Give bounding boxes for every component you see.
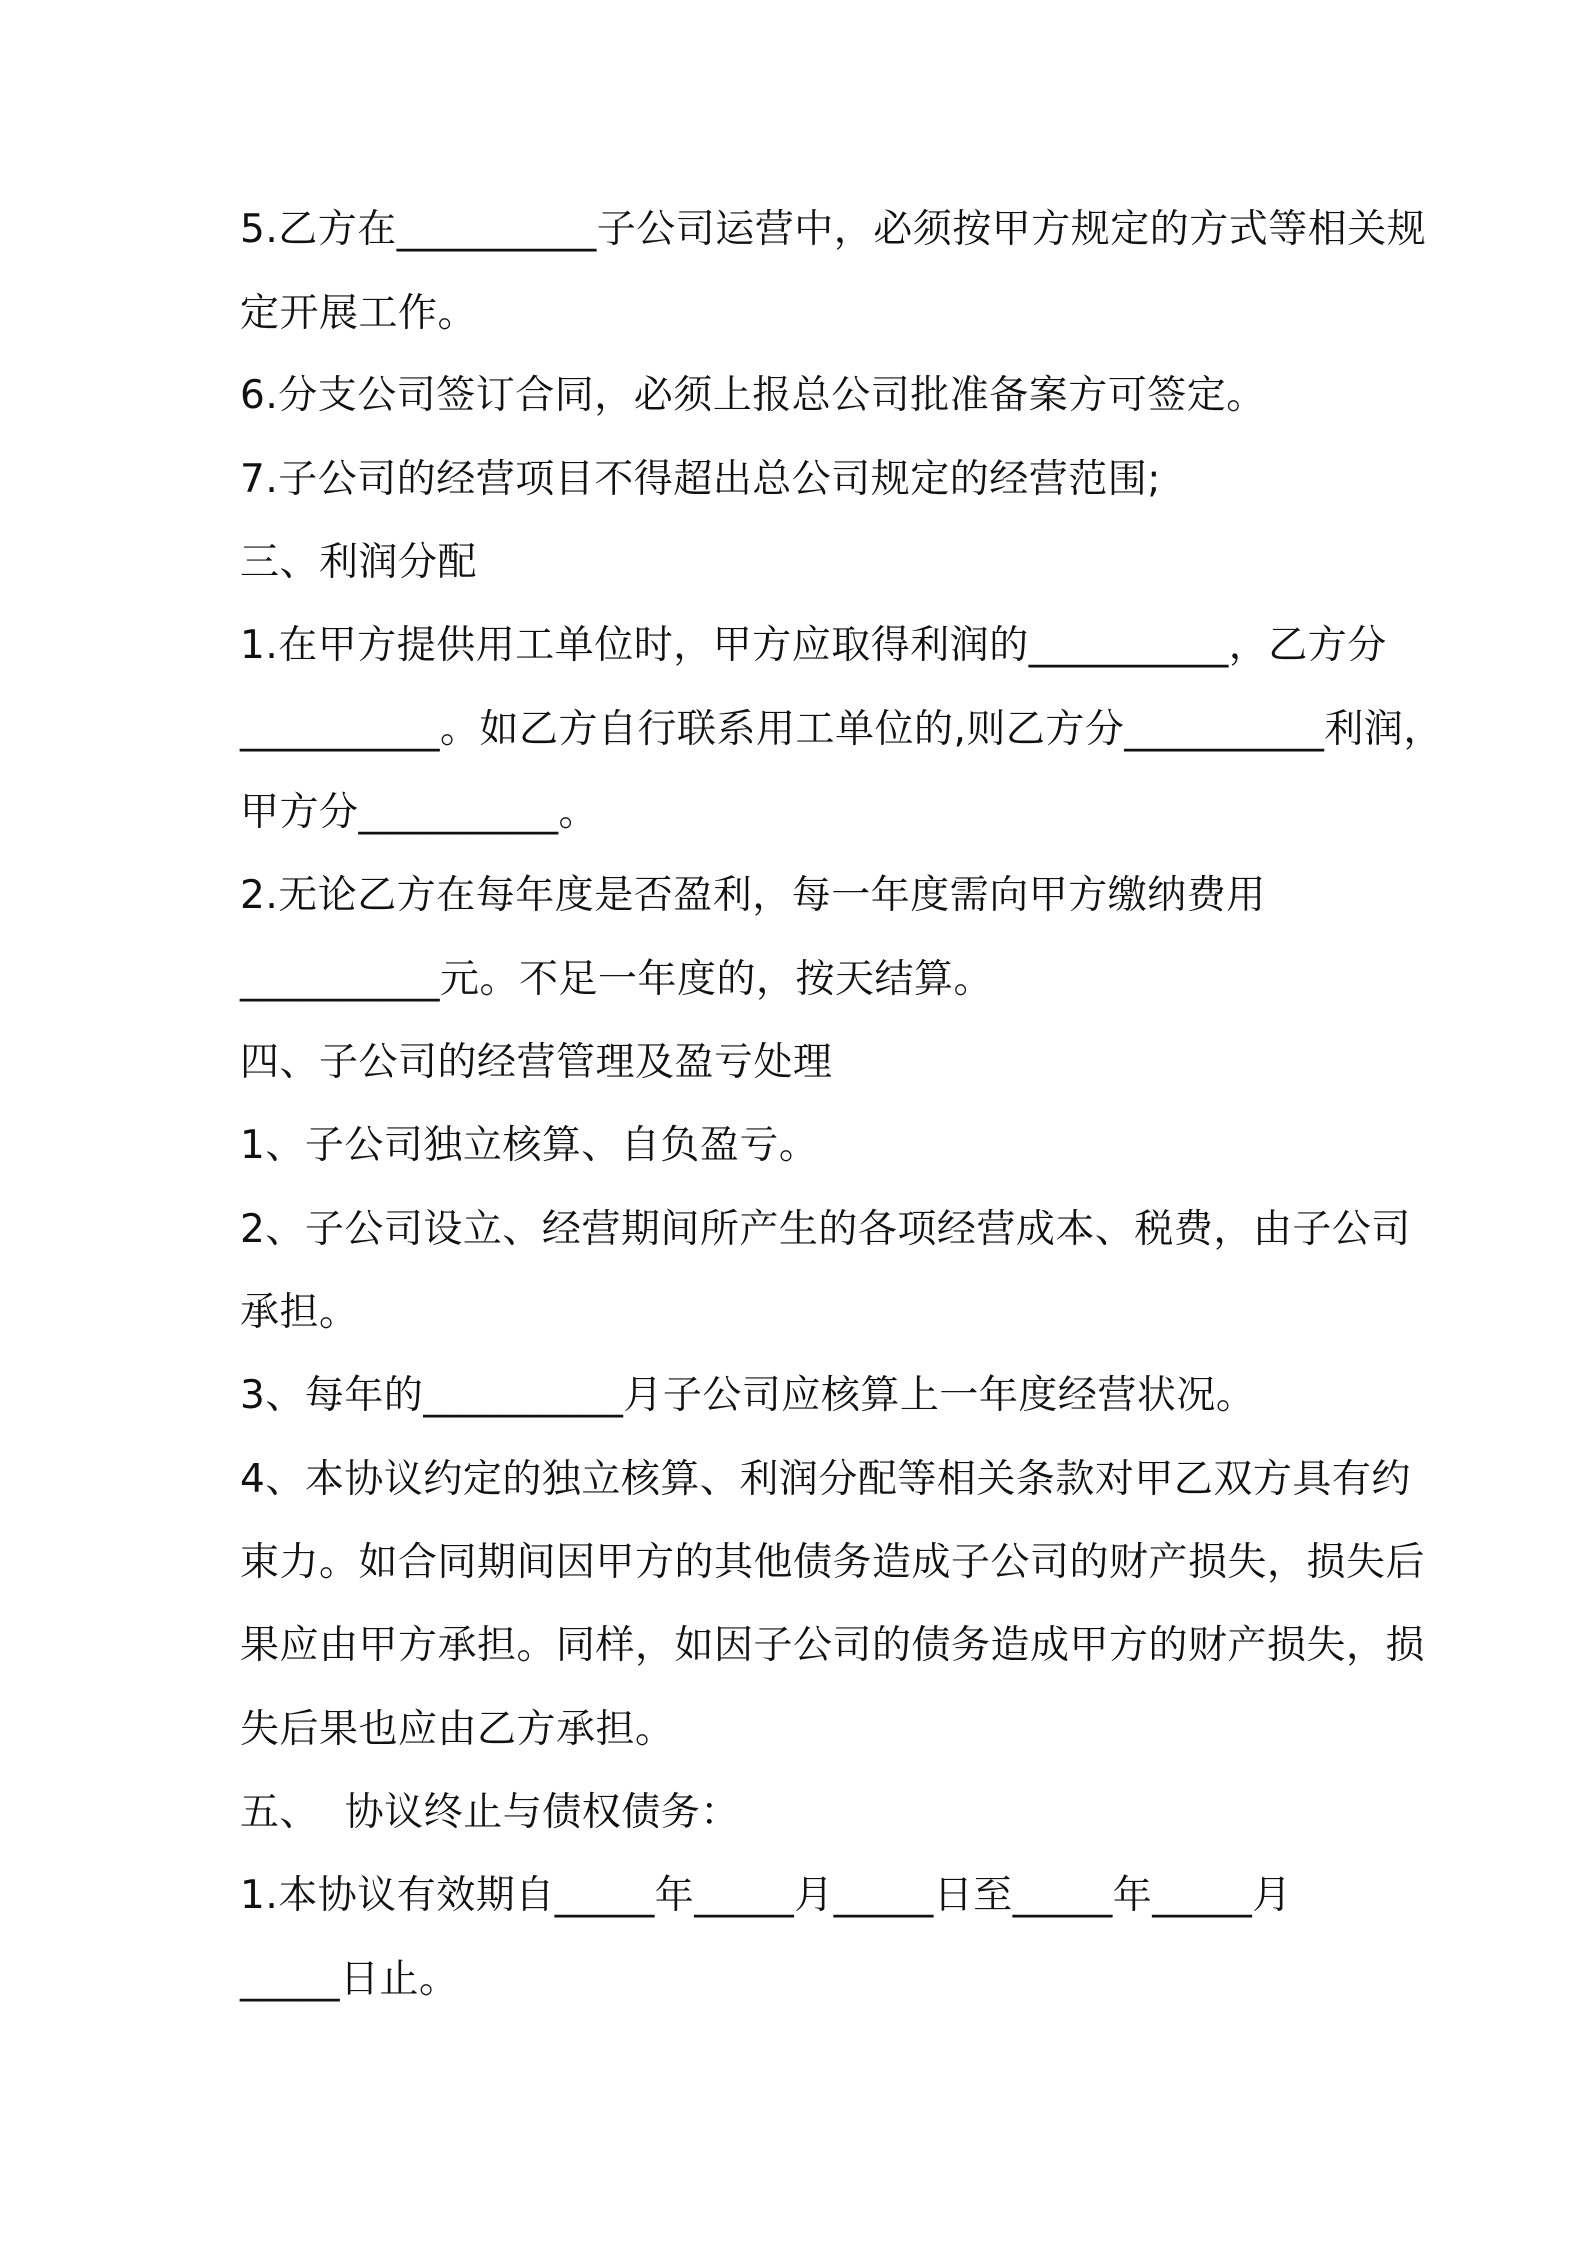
management-clause-4-line-1: 4、本协议约定的独立核算、利润分配等相关条款对甲乙双方具有约: [240, 1457, 1411, 1502]
management-clause-4-line-4: 失后果也应由乙方承担。: [240, 1707, 675, 1752]
profit-clause-2-line-1: 2.无论乙方在每年度是否盈利，每一年度需向甲方缴纳费用: [240, 873, 1266, 918]
management-clause-2-line-2: 承担。: [240, 1290, 359, 1335]
clause-5-line-2: 定开展工作。: [240, 291, 478, 336]
term-clause-1-line-1: 1.本协议有效期自_____年_____月_____日至_____年_____月: [240, 1873, 1292, 1918]
section-3-heading: 三、利润分配: [240, 540, 478, 585]
clause-7: 7.子公司的经营项目不得超出总公司规定的经营范围;: [240, 457, 1161, 502]
profit-clause-1-line-3: 甲方分__________。: [240, 790, 599, 835]
profit-clause-1-line-2: __________。如乙方自行联系用工单位的,则乙方分__________利润，: [240, 707, 1443, 752]
management-clause-1: 1、子公司独立核算、自负盈亏。: [240, 1123, 819, 1168]
profit-clause-1-line-1: 1.在甲方提供用工单位时，甲方应取得利润的__________，乙方分: [240, 623, 1387, 668]
management-clause-4-line-3: 果应由甲方承担。同样，如因子公司的债务造成甲方的财产损失，损: [240, 1623, 1426, 1668]
profit-clause-2-line-2: __________元。不足一年度的，按天结算。: [240, 957, 994, 1002]
management-clause-3: 3、每年的__________月子公司应核算上一年度经营状况。: [240, 1373, 1256, 1418]
clause-5-line-1: 5.乙方在__________子公司运营中，必须按甲方规定的方式等相关规: [240, 207, 1427, 252]
clause-6: 6.分支公司签订合同，必须上报总公司批准备案方可签定。: [240, 373, 1266, 418]
section-5-heading: 五、 协议终止与债权债务：: [240, 1790, 740, 1835]
section-4-heading: 四、子公司的经营管理及盈亏处理: [240, 1040, 833, 1085]
term-clause-1-line-2: _____日止。: [240, 1957, 459, 2002]
management-clause-2-line-1: 2、子公司设立、经营期间所产生的各项经营成本、税费，由子公司: [240, 1207, 1411, 1252]
management-clause-4-line-2: 束力。如合同期间因甲方的其他债务造成子公司的财产损失，损失后: [240, 1540, 1426, 1585]
